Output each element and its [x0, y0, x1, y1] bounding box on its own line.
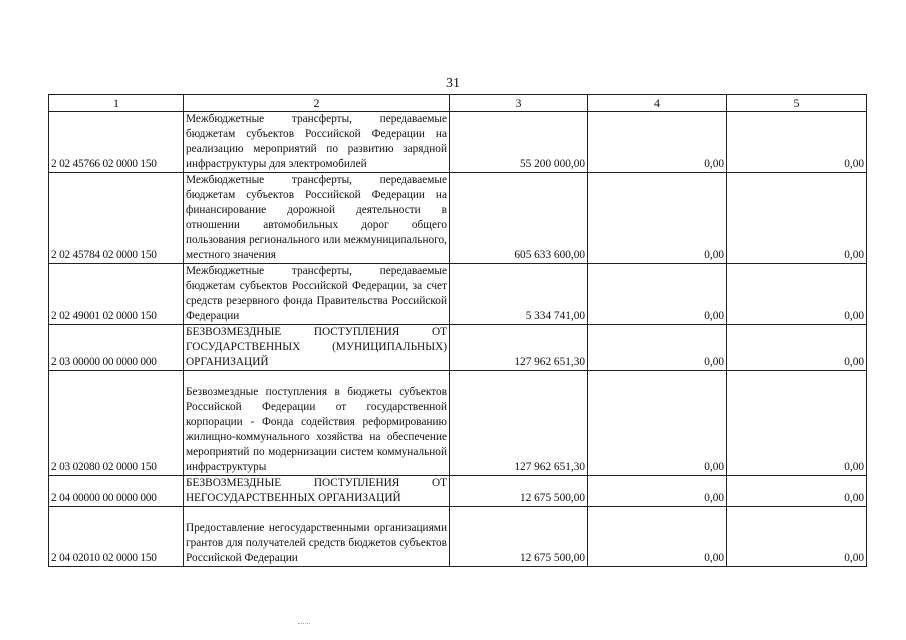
budget-code: 2 03 02080 02 0000 150: [49, 371, 184, 476]
amount-col-3: 127 962 651,30: [450, 325, 588, 371]
amount-col-5: 0,00: [727, 371, 867, 476]
budget-code: 2 04 02010 02 0000 150: [49, 507, 184, 567]
table-row: [49, 173, 867, 264]
table-row: [49, 371, 867, 476]
page-number: 31: [446, 76, 460, 91]
scan-mark: [298, 623, 310, 626]
amount-col-3: 127 962 651,30: [450, 371, 588, 476]
revenue-name: Межбюджетные трансферты, передаваемые бюджетам субъектов Российской Федерации на реализацию мероприятий по развитию зарядной инфраструктуры для электромобилей: [184, 112, 450, 173]
amount-col-5: 0,00: [727, 173, 867, 264]
amount-col-5: 0,00: [727, 325, 867, 371]
header-col-5: 5: [727, 95, 867, 112]
amount-col-4: 0,00: [588, 507, 727, 567]
amount-col-3: 605 633 600,00: [450, 173, 588, 264]
budget-revenue-table: [48, 94, 867, 567]
amount-col-4: 0,00: [588, 264, 727, 325]
table-row: [49, 325, 867, 371]
budget-code: 2 02 45784 02 0000 150: [49, 173, 184, 264]
amount-col-5: 0,00: [727, 112, 867, 173]
amount-col-3: 55 200 000,00: [450, 112, 588, 173]
budget-code: 2 03 00000 00 0000 000: [49, 325, 184, 371]
amount-col-3: 12 675 500,00: [450, 476, 588, 507]
table-row: [49, 112, 867, 173]
header-col-4: 4: [588, 95, 727, 112]
revenue-name: Предоставление негосударственными организациями грантов для получателей средств бюджетов субъектов Российской Федерации: [184, 507, 450, 567]
table-row: [49, 264, 867, 325]
amount-col-4: 0,00: [588, 371, 727, 476]
table-row: [49, 507, 867, 567]
revenue-name: Межбюджетные трансферты, передаваемые бюджетам субъектов Российской Федерации на финансирование дорожной деятельности в отношении автомобильных дорог общего пользования регионального или межмуниципального, местного значения: [184, 173, 450, 264]
header-col-3: 3: [450, 95, 588, 112]
revenue-name: БЕЗВОЗМЕЗДНЫЕ ПОСТУПЛЕНИЯ ОТ НЕГОСУДАРСТВЕННЫХ ОРГАНИЗАЦИЙ: [184, 476, 450, 507]
revenue-name: БЕЗВОЗМЕЗДНЫЕ ПОСТУПЛЕНИЯ ОТ ГОСУДАРСТВЕННЫХ (МУНИЦИПАЛЬНЫХ) ОРГАНИЗАЦИЙ: [184, 325, 450, 371]
amount-col-4: 0,00: [588, 112, 727, 173]
amount-col-4: 0,00: [588, 173, 727, 264]
amount-col-3: 12 675 500,00: [450, 507, 588, 567]
amount-col-5: 0,00: [727, 476, 867, 507]
amount-col-4: 0,00: [588, 325, 727, 371]
revenue-name: Межбюджетные трансферты, передаваемые бюджетам субъектов Российской Федерации, за счет средств резервного фонда Правительства Российской Федерации: [184, 264, 450, 325]
header-col-2: 2: [184, 95, 450, 112]
header-col-1: 1: [49, 95, 184, 112]
amount-col-5: 0,00: [727, 507, 867, 567]
amount-col-4: 0,00: [588, 476, 727, 507]
budget-code: 2 02 49001 02 0000 150: [49, 264, 184, 325]
budget-code: 2 04 00000 00 0000 000: [49, 476, 184, 507]
revenue-name: Безвозмездные поступления в бюджеты субъектов Российской Федерации от государственной корпорации - Фонда содействия реформированию жилищно-коммунального хозяйства на обеспечение мероприятий по модернизации систем коммунальной инфраструктуры: [184, 371, 450, 476]
amount-col-5: 0,00: [727, 264, 867, 325]
budget-code: 2 02 45766 02 0000 150: [49, 112, 184, 173]
table-row: [49, 476, 867, 507]
table-header-row: [49, 95, 867, 112]
amount-col-3: 5 334 741,00: [450, 264, 588, 325]
